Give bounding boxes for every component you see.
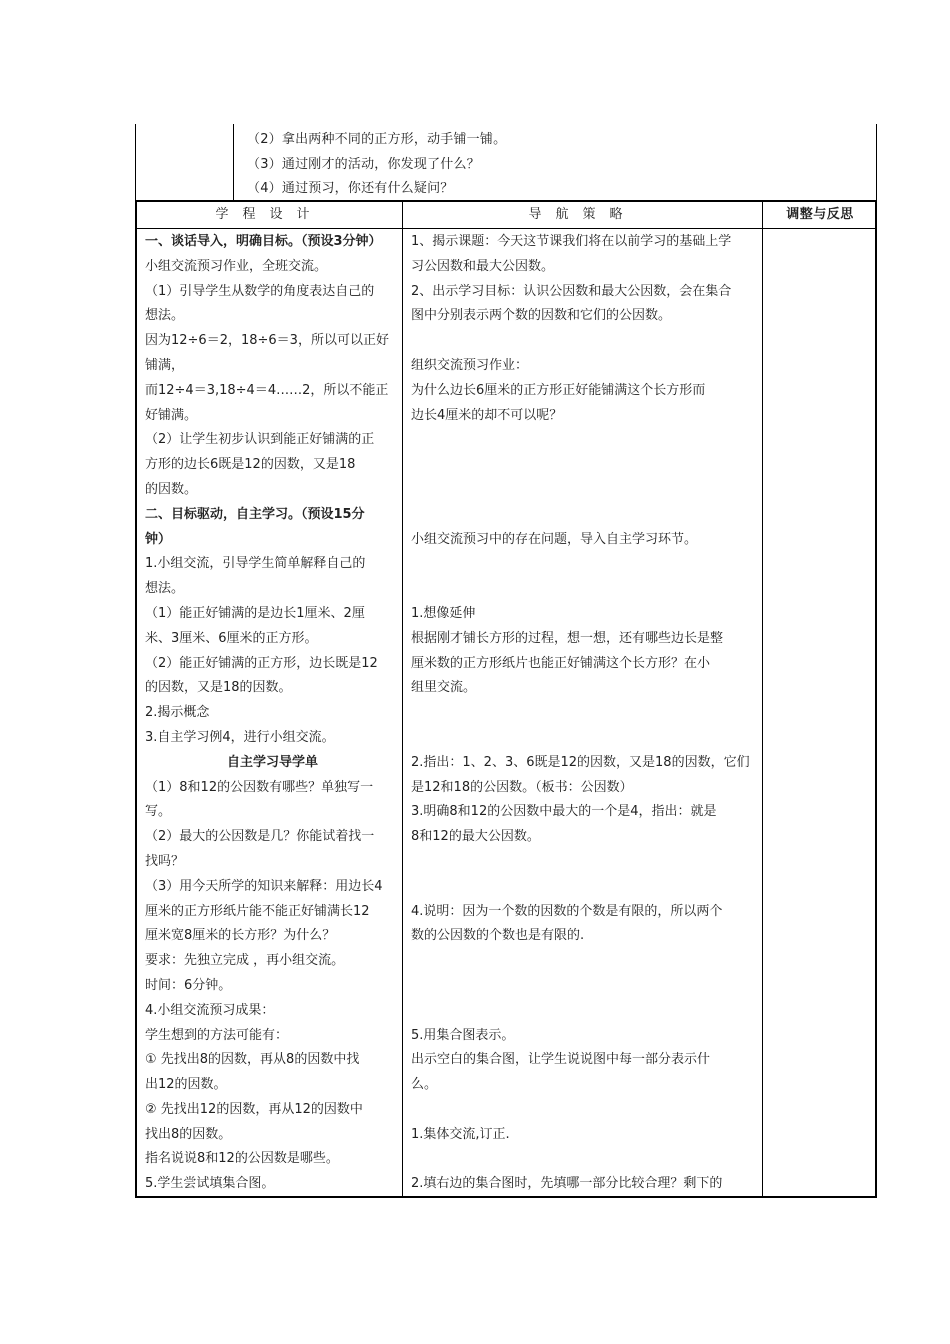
design-line: 钟） [145,531,172,547]
strategy-line [411,453,761,478]
design-line: 小组交流预习作业，全班交流。 [145,258,328,274]
design-line: 厘米宽8厘米的长方形？为什么？ [145,928,336,944]
design-line: （2）最大的公因数是几？你能试着找一 [145,829,375,845]
strategy-line: 出示空白的集合图，让学生说说图中每一部分表示什 [411,1052,711,1068]
design-line: 的因数，又是18的因数。 [145,680,292,696]
strategy-line: 8和12的最大公因数。 [411,829,540,845]
design-line: 厘米的正方形纸片能不能正好铺满长12 [145,903,370,919]
design-line: 方形的边长6既是12的因数，又是18 [145,457,356,473]
design-line: 出12的因数。 [145,1077,227,1093]
top-step-line: （2）拿出两种不同的正方形，动手铺一铺。 [247,132,507,147]
design-line: 想法。 [145,308,185,324]
strategy-line [411,428,761,453]
design-line: 5.学生尝试填集合图。 [145,1176,275,1192]
top-right-border [876,124,877,200]
design-line: 写。 [145,804,172,820]
strategy-line: 为什么边长6厘米的正方形正好能铺满这个长方形而 [411,382,706,398]
strategy-line: 习公因数和最大公因数。 [411,258,555,274]
design-line: 1.小组交流，引导学生简单解释自己的 [145,556,366,572]
design-line: 找出8的因数。 [145,1126,232,1142]
design-line: 想法。 [145,581,185,597]
design-line: 好铺满。 [145,407,198,423]
top-inner-border [233,124,234,200]
strategy-line: 是12和18的公因数。（板书：公因数） [411,779,633,795]
design-line: 因为12÷6＝2，18÷6＝3，所以可以正好 [145,333,389,349]
header-reflection: 调整与反思 [786,207,854,222]
design-line: 一、谈话导入，明确目标。（预设3分钟） [145,234,382,249]
strategy-line: 图中分别表示两个数的因数和它们的公因数。 [411,308,672,324]
strategy-line [411,329,761,354]
strategy-line [411,701,761,726]
strategy-line [411,552,761,577]
strategy-line: 1、揭示课题：今天这节课我们将在以前学习的基础上学 [411,234,732,249]
top-continuation-block [135,124,877,200]
design-line: （3）用今天所学的知识来解释：用边长4 [145,878,383,894]
strategy-line: 小组交流预习中的存在问题，导入自主学习环节。 [411,531,698,547]
strategy-line: 5.用集合图表示。 [411,1027,515,1043]
strategy-line [411,726,761,751]
design-line: （1）能正好铺满的是边长1厘米、2厘 [145,605,365,621]
strategy-line [411,974,761,999]
strategy-line [411,850,761,875]
strategy-line: 2、出示学习目标：认识公因数和最大公因数，会在集合 [411,283,732,299]
strategy-line: 组织交流预习作业： [411,357,529,373]
strategy-line: 2.填右边的集合图时，先填哪一部分比较合理？剩下的 [411,1176,723,1192]
column-divider-2 [762,202,763,1196]
design-line: 找吗？ [145,853,185,869]
design-line: 铺满， [145,357,185,373]
design-line: 4.小组交流预习成果： [145,1002,275,1018]
design-line: （1）引导学生从数学的角度表达自己的 [145,283,375,299]
strategy-line [411,478,761,503]
design-line: 二、目标驱动，自主学习。（预设15分 [145,506,365,522]
design-line: 3.自主学习例4，进行小组交流。 [145,729,335,745]
design-line: 米、3厘米、6厘米的正方形。 [145,630,318,646]
design-line: 时间：6分钟。 [145,977,232,993]
header-strategy: 导航策略 [528,207,637,222]
design-line: 的因数。 [145,481,198,497]
design-line: 要求：先独立完成 ，再小组交流。 [145,953,345,969]
strategy-line [411,503,761,528]
top-step-line: （3）通过刚才的活动，你发现了什么？ [247,156,480,172]
top-left-border [135,124,136,200]
header-design: 学程设计 [215,207,324,222]
header-divider [137,228,875,229]
design-line: 学生想到的方法可能有： [145,1027,289,1043]
design-line: （2）能正好铺满的正方形，边长既是12 [145,655,378,671]
strategy-line: 3.明确8和12的公因数中最大的一个是4，指出：就是 [411,804,717,820]
strategy-line: 数的公因数的个数也是有限的. [411,928,585,944]
strategy-line [411,1147,761,1172]
column-divider-1 [402,202,403,1196]
strategy-line [411,1098,761,1123]
strategy-line [411,949,761,974]
lesson-table [135,200,877,1198]
strategy-line [411,577,761,602]
design-line: ① 先找出8的因数，再从8的因数中找 [145,1052,360,1068]
strategy-line: 边长4厘米的却不可以呢？ [411,407,563,423]
top-step-list [247,128,506,202]
strategy-line: 厘米数的正方形纸片也能正好铺满这个长方形？在小 [411,655,711,671]
strategy-line [411,875,761,900]
design-line: （1）8和12的公因数有哪些？单独写一 [145,779,374,795]
design-line: 2.揭示概念 [145,705,210,721]
top-step-line: （4）通过预习，你还有什么疑问？ [247,181,454,196]
strategy-line: 根据刚才铺长方形的过程，想一想，还有哪些边长是整 [411,630,724,646]
design-line: ② 先找出12的因数，再从12的因数中 [145,1101,363,1117]
design-line: 指名说说8和12的公因数是哪些。 [145,1151,339,1167]
strategy-line: 组里交流。 [411,680,477,696]
strategy-line: 1.集体交流,订正. [411,1126,510,1142]
strategy-line: 1.想像延伸 [411,605,476,621]
design-column [145,230,400,1197]
strategy-line: 2.指出：1、2、3、6既是12的因数，又是18的因数，它们 [411,754,750,770]
design-line: 自主学习导学单 [226,754,318,770]
design-line: 而12÷4＝3,18÷4＝4……2，所以不能正 [145,382,389,398]
strategy-line: 4.说明：因为一个数的因数的个数是有限的，所以两个 [411,903,723,919]
strategy-line [411,999,761,1024]
design-line: （2）让学生初步认识到能正好铺满的正 [145,432,375,448]
strategy-line: 么。 [411,1077,438,1093]
strategy-column [411,230,761,1197]
